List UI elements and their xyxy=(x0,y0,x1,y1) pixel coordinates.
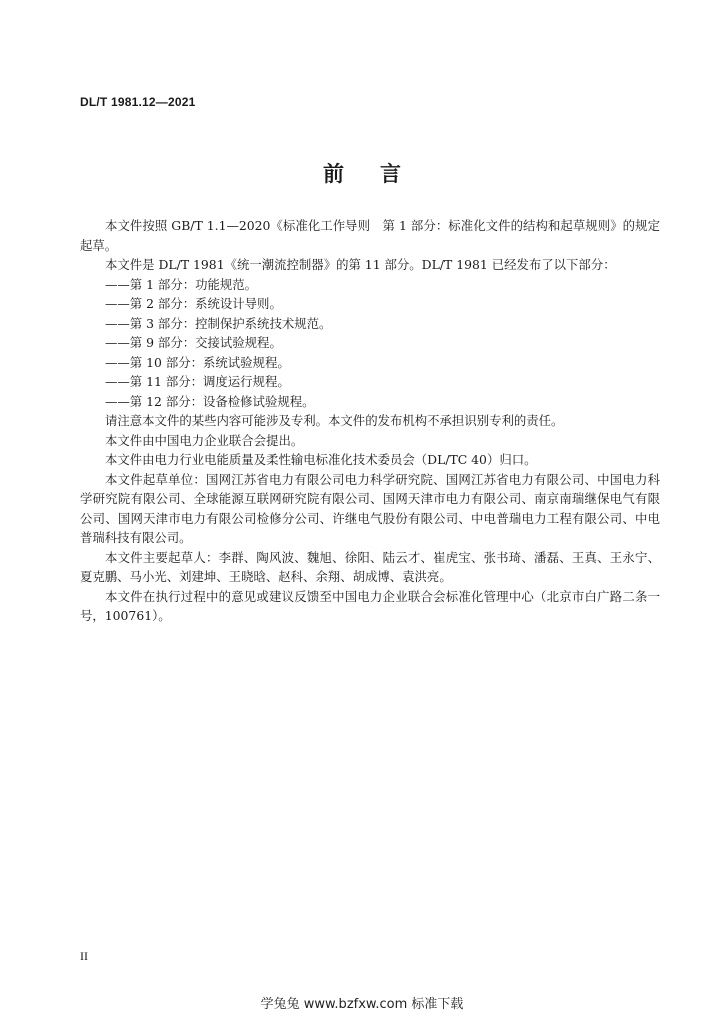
standard-code: DL/T 1981.12—2021 xyxy=(80,95,196,109)
paragraph-drafting-rules: 本文件按照 GB/T 1.1—2020《标准化工作导则 第 1 部分：标准化文件的结构和起草规则》的规定起草。 xyxy=(80,218,660,253)
list-item-part-11: ——第 11 部分：调度运行规程。 xyxy=(105,374,290,389)
paragraph-drafting-units: 本文件起草单位：国网江苏省电力有限公司电力科学研究院、国网江苏省电力有限公司、中国电力科学研究院有限公司、全球能源互联网研究院有限公司、国网天津市电力有限公司、南京南瑞继保电气有限公司、国网天津市电力有限公司检修分公司、许继电气股份有限公司、中电普瑞电力工程有限公司、中电普瑞科技有限公司。 xyxy=(80,471,660,545)
paragraph-proposer: 本文件由中国电力企业联合会提出。 xyxy=(105,432,304,448)
list-item-part-12: ——第 12 部分：设备检修试验规程。 xyxy=(105,393,315,409)
paragraph-patent-notice: 请注意本文件的某些内容可能涉及专利。本文件的发布机构不承担识别专利的责任。 xyxy=(105,413,564,428)
list-item-part-1: ——第 1 部分：功能规范。 xyxy=(105,276,258,292)
download-watermark: 学兔兔 www.bzfxw.com 标准下载 xyxy=(260,997,464,1012)
paragraph-feedback: 本文件在执行过程中的意见或建议反馈至中国电力企业联合会标准化管理中心（北京市白广路二条一号，100761）。 xyxy=(80,588,660,623)
page-title: 前言 xyxy=(323,162,437,186)
list-item-part-10: ——第 10 部分：系统试验规程。 xyxy=(105,354,290,370)
list-item-part-9: ——第 9 部分：交接试验规程。 xyxy=(105,335,282,350)
list-item-part-2: ——第 2 部分：系统设计导则。 xyxy=(105,296,282,311)
list-item-part-3: ——第 3 部分：控制保护系统技术规范。 xyxy=(105,315,332,331)
paragraph-committee: 本文件由电力行业电能质量及柔性输电标准化技术委员会（DL/TC 40）归口。 xyxy=(105,452,537,467)
foreword-body xyxy=(80,216,660,626)
page-number: II xyxy=(80,949,88,963)
paragraph-series-intro: 本文件是 DL/T 1981《统一潮流控制器》的第 11 部分。DL/T 1981 已经发布了以下部分： xyxy=(105,257,616,272)
paragraph-drafters: 本文件主要起草人：李群、陶风波、魏旭、徐阳、陆云才、崔虎宝、张书琦、潘磊、王真、王永宁、夏克鹏、马小光、刘建坤、王晓晗、赵科、余翔、胡成博、袁洪亮。 xyxy=(80,549,660,584)
